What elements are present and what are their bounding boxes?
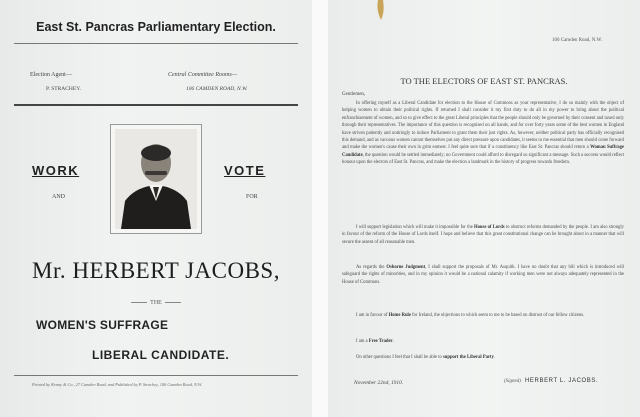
salutation: Gentlemen, [342, 92, 366, 97]
the-label: THE [150, 300, 162, 306]
name-text: HERBERT JACOBS, [72, 258, 280, 283]
womens-suffrage-line: WOMEN'S SUFFRAGE [36, 318, 169, 332]
name-prefix: Mr. [32, 258, 67, 283]
footer-rule [14, 375, 298, 376]
string-binding [374, 0, 388, 22]
title-rule [14, 43, 298, 44]
signature-name: HERBERT L. JACOBS. [525, 378, 599, 384]
candidate-name [0, 258, 312, 284]
signed-label: (Signed) [504, 379, 521, 384]
paragraph-home-rule: I am in favour of Home Rule for Ireland, the objections to which seem to me to be based on distrust of our fellow citizens. [356, 313, 585, 318]
election-title: East St. Pancras Parliamentary Election. [36, 20, 276, 34]
signature-line [504, 378, 598, 384]
paragraph-house-of-lords: I will support legislation which will make it impossible for the House of Lords to obstruct reforms demanded by the people. I am also strongly in favour of the reform of the House of Lords itself. I hope and believe that this great constitutional change can be brought about in a manner that will secure the assent of all reasonable men. [342, 225, 624, 245]
agent-label: Election Agent— [30, 72, 72, 78]
letter-date: November 22nd, 1910. [354, 380, 404, 386]
paragraph-liberal-party: On other questions I feel that I shall be able to support the Liberal Party. [356, 355, 496, 360]
liberal-candidate-line: LIBERAL CANDIDATE. [92, 348, 230, 362]
vote-heading: VOTE [224, 163, 266, 178]
header-rule [14, 104, 298, 106]
paragraph-osborne: As regards the Osborne Judgment, I shall support the proposals of Mr. Asquith. I have no doubt that any bill which is introduced will safeguard the rights of minorities, and in my opinion it would be a national calamity if working men were not always adequately represented in the House of Commons. [342, 265, 624, 285]
letter-address: 106 Camden Road, N.W. [552, 38, 603, 43]
for-word: FOR [246, 194, 258, 200]
right-page [328, 0, 640, 417]
work-heading: WORK [32, 163, 80, 178]
the-word [0, 300, 312, 306]
paragraph-suffrage: In offering myself as a Liberal Candidate for election to the House of Commons as your representative, I do so mainly with the object of helping women to obtain their political rights. If returned I shall consider it my first duty to do all in my power to bring about the political enfranchisement of women, and so to give effect to the great Liberal principles that the people should only be governed by their consent and taxed only through their representatives. The importance of this question is recognised on all hands, and for over forty years some of the best women in England have striven patiently and untiringly to induce Parliament to grant them their just rights. As, however, neither political party has officially recognised this demand, and as vacuous women cannot themselves put any direct pressure upon candidates, it seems to me essential that men should come forward and make the women's cause their own in grim earnest. I feel quite sure that if a constituency like East St. Pancras should return a Woman Suffrage Candidate, the question would be settled immediately; no Government could afford to disregard so significant a message. Such a success would reflect honour upon the electors of East St. Pancras, and make the election a landmark in the history of progress towards freedom. [342, 101, 624, 166]
candidate-portrait [110, 124, 202, 234]
printer-imprint: Printed by Kenny & Co., 27 Camden Road, and Published by P. Strachey, 106 Camden Road, N.W. [32, 382, 203, 387]
committee-rooms-label: Central Committee Rooms— [168, 72, 237, 78]
committee-rooms-address: 106 CAMDEN ROAD, N.W. [186, 86, 248, 92]
paragraph-free-trade: I am a Free Trader. [356, 339, 394, 344]
and-word: AND [52, 194, 65, 200]
letter-heading: TO THE ELECTORS OF EAST ST. PANCRAS. [400, 76, 568, 86]
left-page [0, 0, 312, 417]
page-gap [312, 0, 328, 417]
agent-name: P. STRACHEY. [46, 86, 81, 92]
